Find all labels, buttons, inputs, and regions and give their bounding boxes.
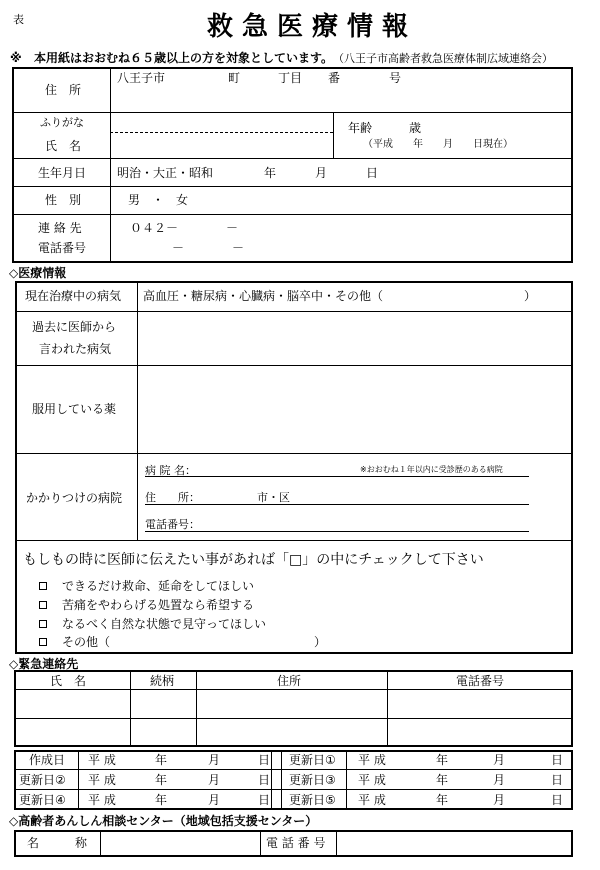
date-day-unit: 日 bbox=[551, 753, 564, 767]
medications-input[interactable] bbox=[139, 367, 571, 451]
emergency-header-relation: 続柄 bbox=[150, 674, 175, 688]
center-phone-label: 電 話 番 号 bbox=[266, 836, 326, 850]
age-basis-date: （平成 年 月 日現在） bbox=[363, 139, 513, 150]
phone-line-2[interactable]: － － bbox=[172, 241, 245, 255]
contact-label: 連 絡 先 bbox=[38, 221, 82, 235]
wish-checkbox-3[interactable] bbox=[39, 620, 47, 628]
note-text: 本用紙はおおむね６５歳以上の方を対象としています。 bbox=[34, 51, 334, 65]
dob-label: 生年月日 bbox=[38, 166, 87, 180]
corner-label: 表 bbox=[13, 13, 24, 26]
address-input[interactable] bbox=[112, 90, 570, 110]
date-month-unit: 月 bbox=[208, 773, 221, 787]
date-era: 平 成 bbox=[358, 793, 386, 807]
sex-label: 性 別 bbox=[45, 193, 82, 207]
date-year-unit: 年 bbox=[155, 753, 168, 767]
past-illness-label-1: 過去に医師から bbox=[32, 320, 117, 334]
emergency-section-title: ◇緊急連絡先 bbox=[9, 657, 79, 671]
hospital-address-city: 市・区 bbox=[257, 491, 290, 504]
update-date-5-label: 更新日⑤ bbox=[289, 793, 336, 807]
center-name-label: 名 称 bbox=[27, 836, 88, 850]
dob-day: 日 bbox=[366, 166, 379, 180]
past-illness-label-2: 言われた病気 bbox=[39, 342, 112, 356]
emergency-header-address: 住所 bbox=[277, 674, 302, 688]
medications-label: 服用している薬 bbox=[32, 402, 117, 416]
emergency-row-1[interactable] bbox=[16, 691, 571, 717]
center-name-input[interactable] bbox=[102, 832, 258, 855]
name-input[interactable] bbox=[112, 134, 330, 156]
emergency-row-2[interactable] bbox=[16, 720, 571, 745]
current-illness-label: 現在治療中の病気 bbox=[25, 289, 122, 303]
date-era: 平 成 bbox=[88, 793, 116, 807]
date-era: 平 成 bbox=[88, 773, 116, 787]
emergency-header-name: 氏 名 bbox=[50, 674, 87, 688]
current-illness-close: ） bbox=[524, 289, 537, 303]
date-era: 平 成 bbox=[88, 753, 116, 767]
date-month-unit: 月 bbox=[493, 753, 506, 767]
address-city: 八王子市 bbox=[117, 71, 166, 85]
date-year-unit: 年 bbox=[436, 793, 449, 807]
wish-item-1: できるだけ救命、延命をしてほしい bbox=[62, 579, 255, 593]
wish-item-4: その他（ ） bbox=[62, 635, 327, 649]
address-ban: 番 bbox=[328, 71, 341, 85]
wish-checkbox-4[interactable] bbox=[39, 638, 47, 646]
current-illness-options[interactable]: 高血圧・糖尿病・心臓病・脳卒中・その他（ bbox=[143, 289, 384, 303]
date-month-unit: 月 bbox=[208, 793, 221, 807]
date-month-unit: 月 bbox=[493, 773, 506, 787]
update-date-3-label: 更新日③ bbox=[289, 773, 336, 787]
update-date-4-label: 更新日④ bbox=[19, 793, 66, 807]
note-source: （八王子市高齢者救急医療体制広域連絡会） bbox=[333, 52, 553, 65]
phone-line-1[interactable]: ０４２－ － bbox=[130, 221, 239, 235]
wish-checkbox-1[interactable] bbox=[39, 582, 47, 590]
hospital-phone-label: 電話番号： bbox=[145, 518, 200, 531]
sex-options[interactable]: 男 ・ 女 bbox=[128, 193, 189, 207]
wish-item-2: 苦痛をやわらげる処置なら希望する bbox=[62, 598, 255, 612]
page-title: 救急医療情報 bbox=[207, 12, 418, 42]
date-day-unit: 日 bbox=[258, 753, 271, 767]
address-chome: 丁目 bbox=[278, 71, 303, 85]
date-era: 平 成 bbox=[358, 773, 386, 787]
name-label: 氏 名 bbox=[45, 139, 82, 153]
furigana-label: ふりがな bbox=[40, 116, 84, 129]
date-month-unit: 月 bbox=[493, 793, 506, 807]
date-month-unit: 月 bbox=[208, 753, 221, 767]
date-day-unit: 日 bbox=[258, 773, 271, 787]
center-section-title: ◇高齢者あんしん相談センター（地域包括支援センター） bbox=[9, 814, 318, 828]
age-unit: 歳 bbox=[409, 121, 422, 135]
hospital-address-label: 住 所： bbox=[145, 491, 200, 504]
clinic-label: かかりつけの病院 bbox=[26, 491, 123, 505]
dob-month: 月 bbox=[315, 166, 328, 180]
update-date-1-label: 更新日① bbox=[289, 753, 336, 767]
hospital-note: ※おおむね１年以内に受診歴のある病院 bbox=[360, 465, 503, 474]
phone-label: 電話番号 bbox=[38, 241, 87, 255]
emergency-header-phone: 電話番号 bbox=[456, 674, 505, 688]
date-year-unit: 年 bbox=[155, 773, 168, 787]
address-machi: 町 bbox=[228, 71, 241, 85]
hospital-phone-input[interactable] bbox=[205, 515, 528, 531]
hospital-name-label: 病 院 名： bbox=[145, 464, 196, 477]
date-day-unit: 日 bbox=[258, 793, 271, 807]
date-day-unit: 日 bbox=[551, 773, 564, 787]
wish-item-3: なるべく自然な状態で見守ってほしい bbox=[62, 617, 267, 631]
address-go: 号 bbox=[389, 71, 402, 85]
hospital-address-input[interactable] bbox=[300, 488, 528, 504]
furigana-input[interactable] bbox=[112, 114, 330, 130]
dob-year: 年 bbox=[264, 166, 277, 180]
date-day-unit: 日 bbox=[551, 793, 564, 807]
wish-checkbox-2[interactable] bbox=[39, 601, 47, 609]
date-year-unit: 年 bbox=[436, 773, 449, 787]
hospital-name-input[interactable] bbox=[200, 460, 355, 476]
note-mark: ※ bbox=[10, 51, 22, 65]
date-year-unit: 年 bbox=[436, 753, 449, 767]
wishes-heading: もしもの時に医師に伝えたい事があれば「□」の中にチェックして下さい bbox=[23, 552, 484, 568]
address-label: 住 所 bbox=[45, 83, 82, 97]
created-date-label: 作成日 bbox=[29, 753, 66, 767]
update-date-2-label: 更新日② bbox=[19, 773, 66, 787]
date-era: 平 成 bbox=[358, 753, 386, 767]
date-year-unit: 年 bbox=[155, 793, 168, 807]
age-label: 年齢 bbox=[348, 121, 373, 135]
medical-section-title: ◇医療情報 bbox=[9, 266, 67, 280]
dob-era: 明治・大正・昭和 bbox=[117, 166, 214, 180]
center-phone-input[interactable] bbox=[338, 832, 571, 855]
past-illness-input[interactable] bbox=[139, 313, 571, 363]
